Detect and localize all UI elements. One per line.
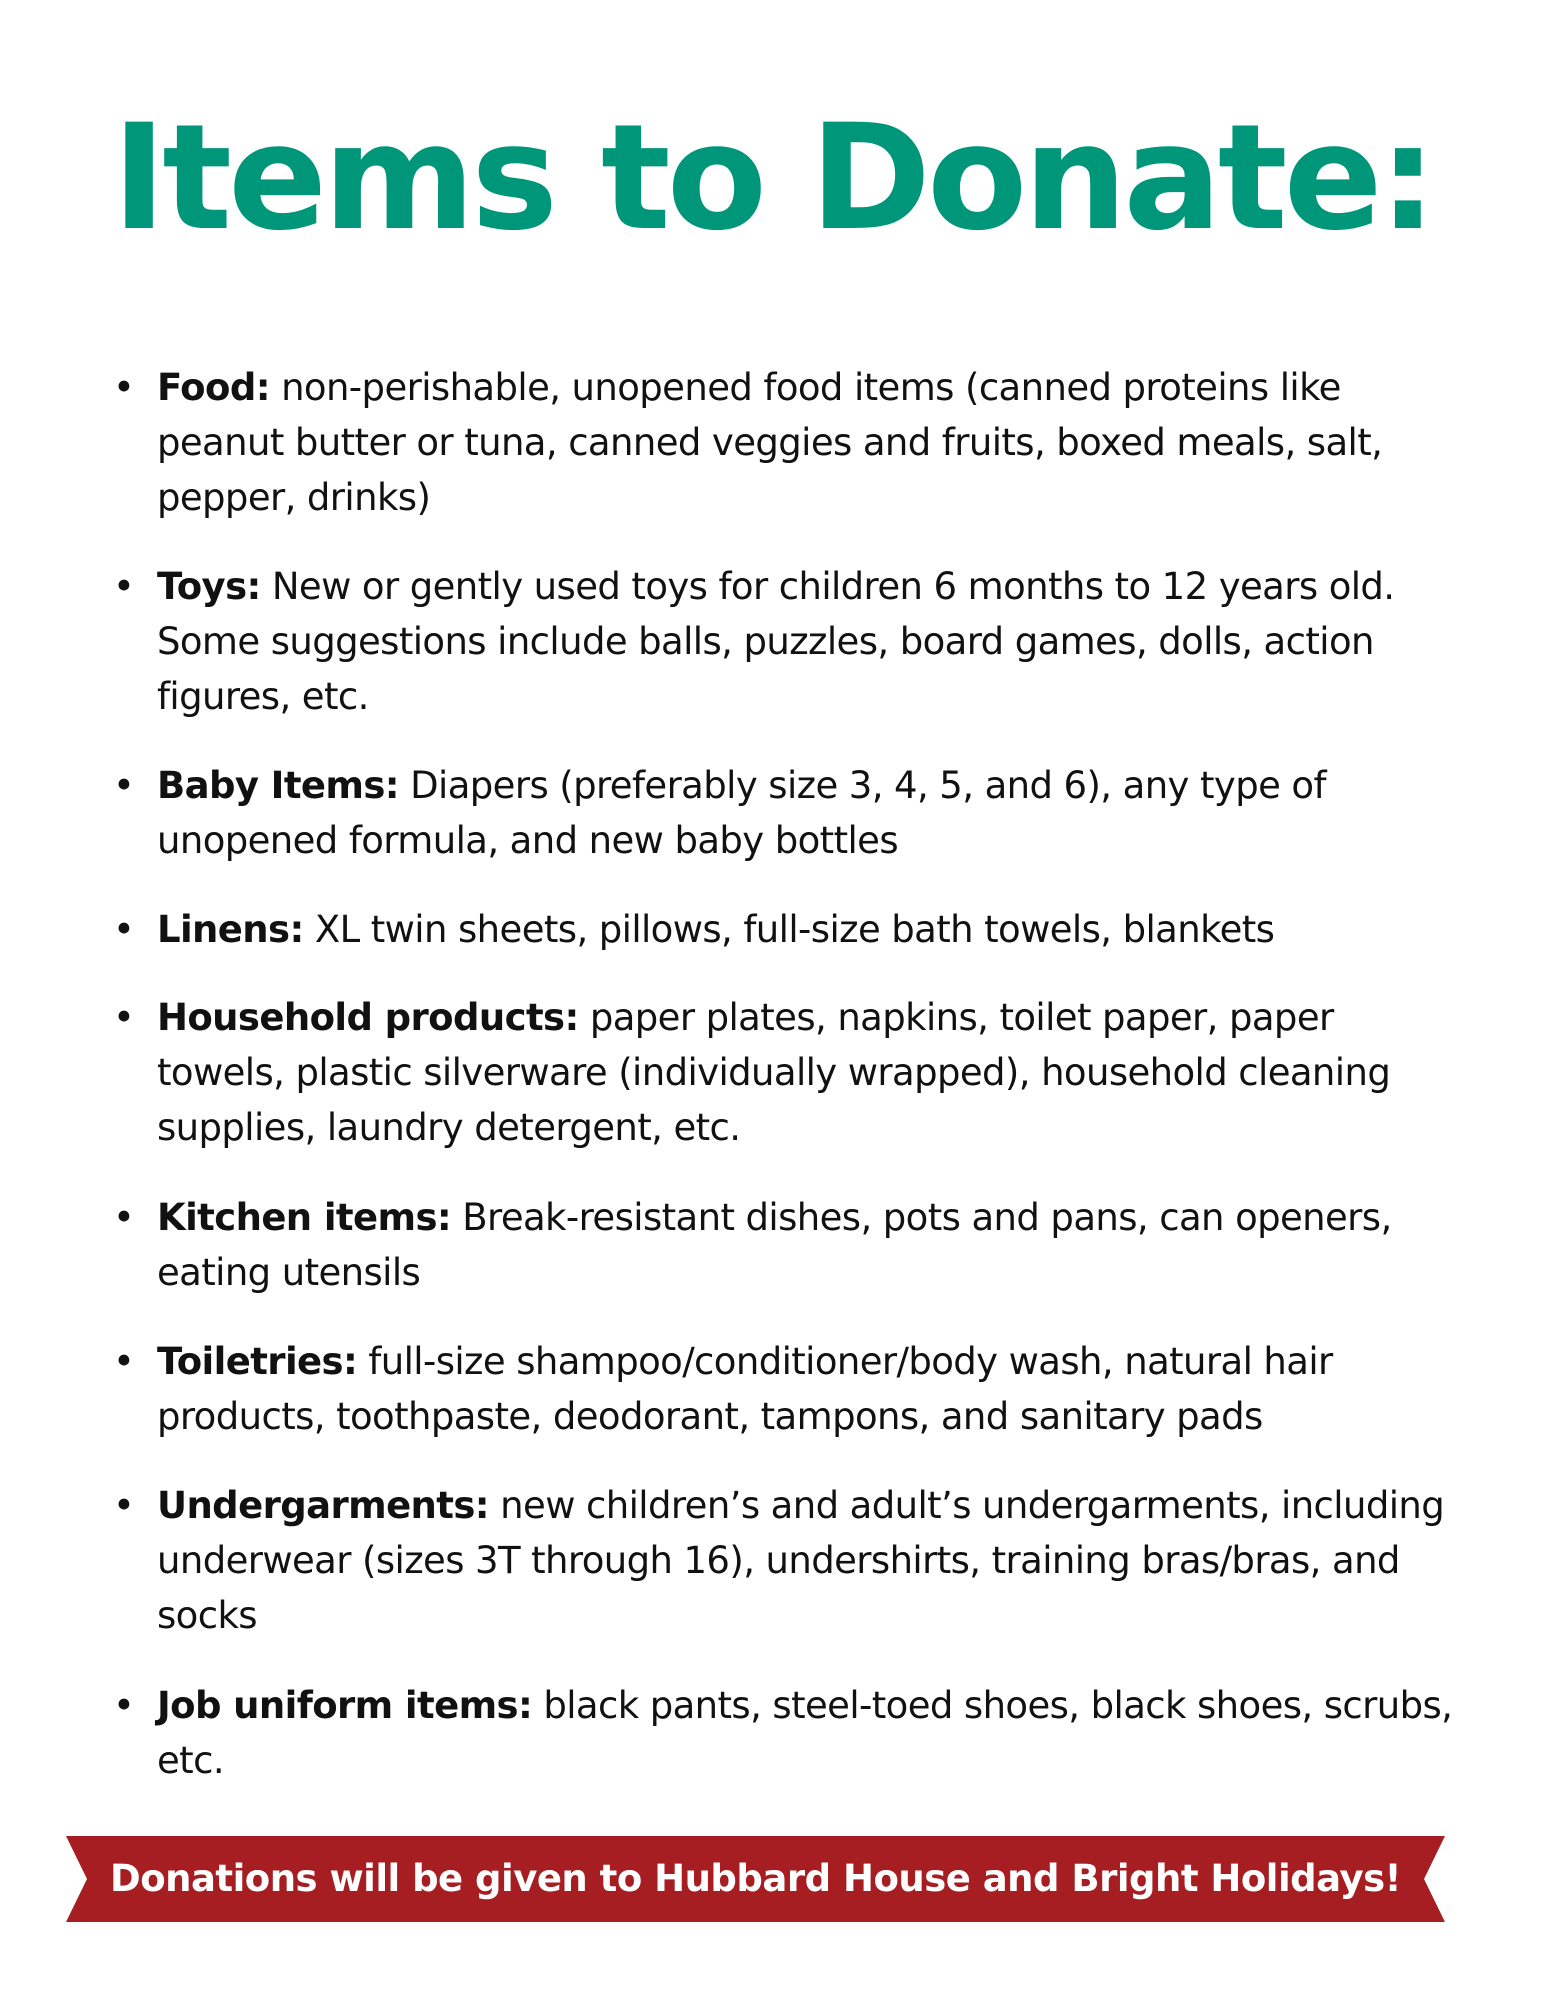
item-label: Job uniform items: [157, 1684, 533, 1727]
list-item-linens [113, 902, 1457, 957]
item-label: Undergarments: [157, 1484, 490, 1527]
item-label: Toiletries: [157, 1340, 358, 1383]
item-text: full-size shampoo/conditioner/body wash, natural hair products, toothpaste, deodorant, tampons, and sanitary pads [157, 1340, 1333, 1438]
list-item-undergarments [113, 1478, 1457, 1643]
item-label: Kitchen items: [157, 1196, 452, 1239]
donations-banner [66, 1836, 1445, 1922]
bullet-icon: • [113, 1684, 135, 1727]
item-text: new children’s and adult’s undergarments, including underwear (sizes 3T through 16), undershirts, training bras/bras, and socks [157, 1484, 1445, 1637]
item-text: Diapers (preferably size 3, 4, 5, and 6), any type of unopened formula, and new baby bottles [157, 764, 1326, 862]
item-text: non-perishable, unopened food items (canned proteins like peanut butter or tuna, canned veggies and fruits, boxed meals, salt, pepper, drinks) [157, 366, 1383, 519]
list-item-toys [113, 559, 1457, 724]
bullet-icon: • [113, 908, 135, 951]
list-item-baby-items [113, 758, 1457, 868]
bullet-icon: • [113, 1196, 135, 1239]
item-text: black pants, steel-toed shoes, black shoes, scrubs, etc. [157, 1684, 1453, 1782]
item-text: Break-resistant dishes, pots and pans, can openers, eating utensils [157, 1196, 1392, 1294]
item-text: New or gently used toys for children 6 months to 12 years old. Some suggestions include balls, puzzles, board games, dolls, action figures, etc. [157, 565, 1395, 718]
item-label: Baby Items: [157, 764, 399, 807]
item-label: Household products: [157, 996, 579, 1039]
list-item-job-uniform-items [113, 1678, 1457, 1788]
list-item-kitchen-items [113, 1190, 1457, 1300]
bullet-icon: • [113, 996, 135, 1039]
item-text: paper plates, napkins, toilet paper, paper towels, plastic silverware (individually wrapped), household cleaning supplies, laundry detergent, etc. [157, 996, 1391, 1149]
bullet-icon: • [113, 366, 135, 409]
list-item-food [113, 360, 1457, 525]
bullet-icon: • [113, 764, 135, 807]
item-label: Toys: [157, 565, 261, 608]
banner-text: Donations will be given to Hubbard House and Bright Holidays! [109, 1857, 1401, 1900]
bullet-icon: • [113, 1484, 135, 1527]
list-item-household-products [113, 990, 1457, 1155]
item-text: XL twin sheets, pillows, full-size bath towels, blankets [303, 908, 1275, 951]
page-title: Items to Donate: [111, 93, 1434, 263]
item-label: Linens: [157, 908, 304, 951]
bullet-icon: • [113, 565, 135, 608]
list-item-toiletries [113, 1334, 1457, 1444]
bullet-icon: • [113, 1340, 135, 1383]
item-label: Food: [157, 366, 270, 409]
